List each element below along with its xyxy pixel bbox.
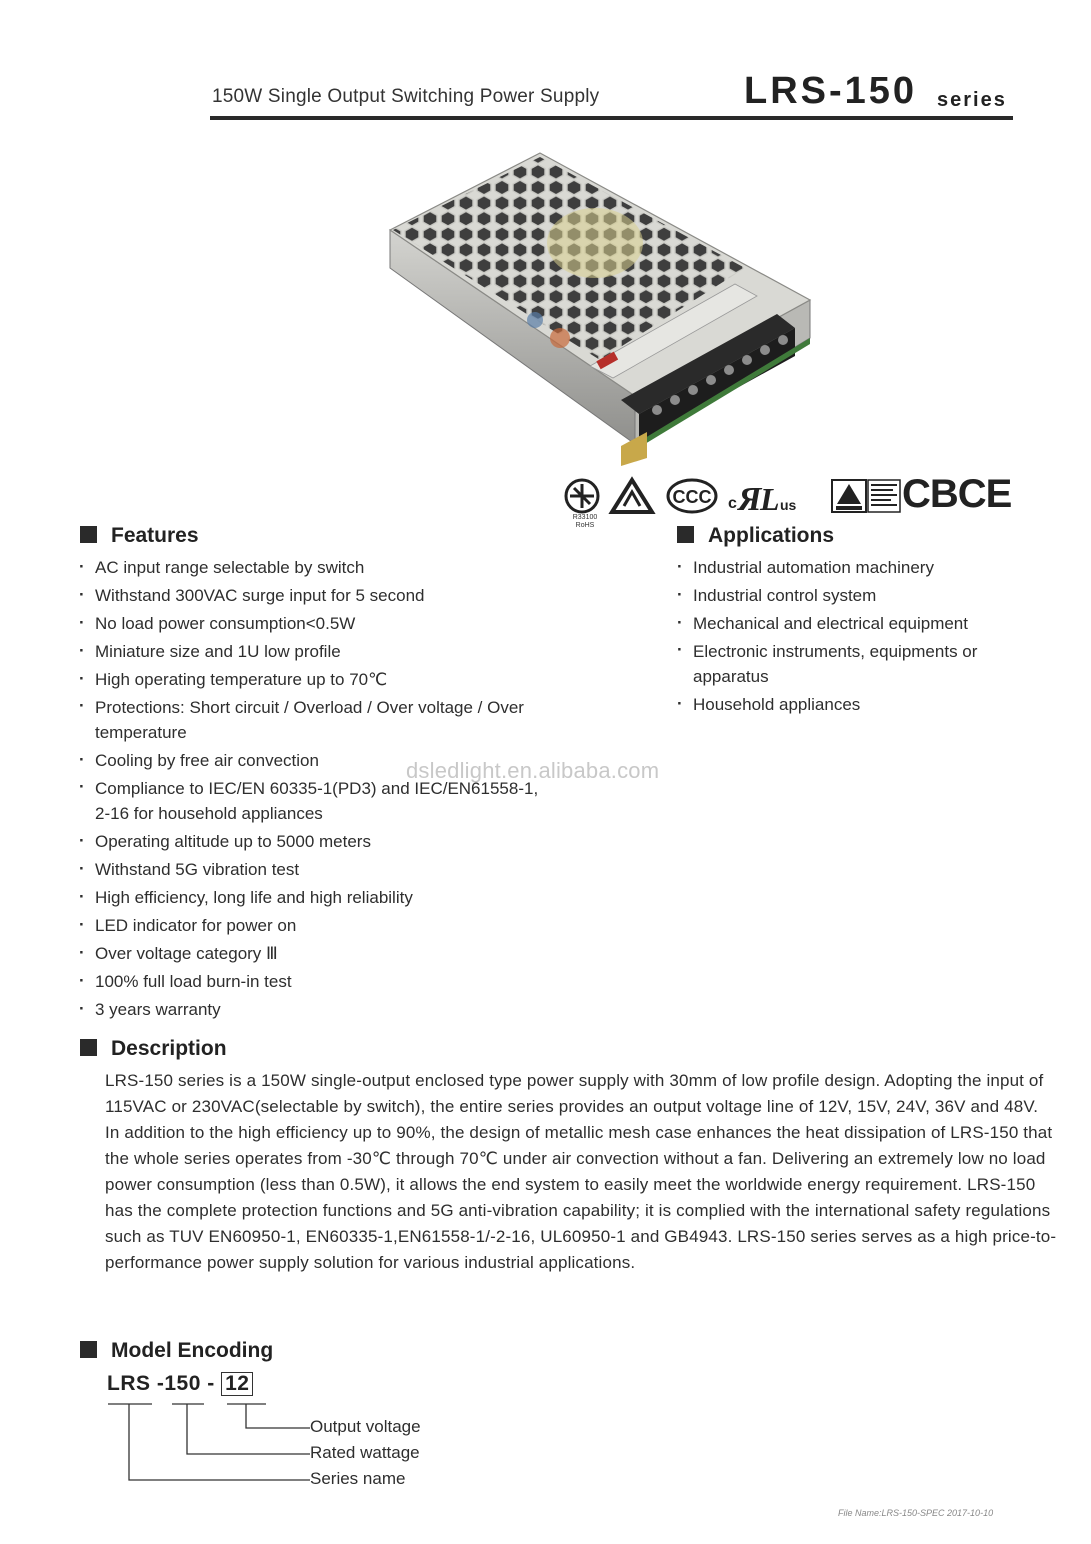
code-separator: -	[207, 1372, 215, 1395]
ccc-icon	[668, 480, 716, 512]
model-encoding-lines	[100, 1398, 310, 1488]
features-list	[79, 554, 539, 1024]
section-bullet-square	[80, 526, 97, 543]
svg-text:L: L	[760, 481, 780, 517]
document-subtitle: 150W Single Output Switching Power Supply	[212, 86, 600, 107]
svg-text:Я: Я	[738, 481, 762, 518]
section-bullet-square	[677, 526, 694, 543]
feature-item: · Compliance to IEC/EN 60335-1(PD3) and IEC/EN61558-1, 2-16 for household appliances	[79, 775, 539, 828]
svg-text:CCC: CCC	[672, 487, 712, 507]
description-paragraph: In addition to the high efficiency up to 90%, the design of metallic mesh case enhances the heat dissipation of LRS-150 that the whole series operates from -30℃ through 70℃ under air convection without a fan. Delivering an extremely low no load power consumption (less than 0.5W), it allows the end system to easily meet the worldwide energy requirement. LRS-150 has the complete protection functions and 5G anti-vibration capability; it is complied with the international safety regulations such as TUV EN60950-1, EN60335-1,EN61558-1/-2-16, UL60950-1 and GB4943. LRS-150 series serves as a high price-to-performance power supply solution for various industrial applications.	[105, 1123, 1057, 1272]
application-item: · Industrial automation machinery	[677, 554, 1027, 582]
ul-recognized-icon	[728, 481, 797, 518]
eac-label-icon	[868, 480, 900, 512]
feature-item: · Withstand 300VAC surge input for 5 second	[79, 582, 539, 610]
header-rule	[210, 116, 1013, 120]
application-item: · Industrial control system	[677, 582, 1027, 610]
applications-heading	[677, 524, 834, 548]
code-separator: -	[156, 1372, 165, 1395]
feature-item: · Withstand 5G vibration test	[79, 856, 539, 884]
code-series: LRS	[107, 1372, 151, 1395]
feature-item: · Protections: Short circuit / Overload / Over voltage / Over temperature	[79, 694, 539, 747]
application-item: · Mechanical and electrical equipment	[677, 610, 1027, 638]
svg-text:c: c	[728, 495, 737, 512]
section-bullet-square	[80, 1039, 97, 1056]
feature-item: · High operating temperature up to 70℃	[79, 666, 539, 694]
features-heading	[80, 524, 199, 548]
rohs-label: RoHS	[575, 522, 595, 529]
tuv-icon	[832, 480, 866, 512]
cb-ce-icon: CBCE	[902, 472, 1012, 516]
model-code	[107, 1372, 253, 1396]
description-body	[105, 1068, 1065, 1276]
file-name-footer: File Name:LRS-150-SPEC 2017-10-10	[838, 1508, 994, 1518]
document-title: LRS-150	[744, 70, 918, 112]
code-voltage-box: 12	[221, 1372, 253, 1396]
rohs-note	[567, 514, 603, 530]
encoding-label-output-voltage: Output voltage	[310, 1417, 421, 1436]
feature-item: · Cooling by free air convection	[79, 747, 539, 775]
feature-item: · High efficiency, long life and high reliability	[79, 884, 539, 912]
section-bullet-square	[80, 1341, 97, 1358]
features-title: Features	[111, 524, 199, 547]
watermark-text: dsledlight.en.alibaba.com	[406, 758, 660, 783]
rcm-icon	[612, 480, 652, 512]
feature-item: · Miniature size and 1U low profile	[79, 638, 539, 666]
cert-code: R33100	[572, 514, 598, 521]
application-item: · Electronic instruments, equipments or apparatus	[677, 638, 1027, 691]
application-item: · Household appliances	[677, 691, 1027, 719]
bsmi-icon	[566, 480, 598, 512]
feature-item: · 100% full load burn-in test	[79, 968, 539, 996]
feature-item: · Over voltage category Ⅲ	[79, 940, 539, 968]
applications-list	[677, 554, 1027, 719]
description-heading	[80, 1037, 227, 1061]
applications-title: Applications	[708, 524, 835, 547]
feature-item: · AC input range selectable by switch	[79, 554, 539, 582]
encoding-label-rated-wattage: Rated wattage	[310, 1443, 420, 1462]
product-photo	[385, 148, 815, 468]
svg-text:us: us	[780, 497, 797, 513]
model-encoding-heading	[80, 1339, 273, 1363]
code-wattage: 150	[164, 1372, 201, 1395]
feature-item: · LED indicator for power on	[79, 912, 539, 940]
feature-item: · 3 years warranty	[79, 996, 539, 1024]
encoding-label-series-name: Series name	[310, 1469, 406, 1488]
description-paragraph: LRS-150 series is a 150W single-output enclosed type power supply with 30mm of low profile design. Adopting the input of 115VAC or 230VAC(selectable by switch), the entire series provides an output voltage line of 12V, 15V, 24V, 36V and 48V.	[105, 1071, 1044, 1116]
description-title: Description	[111, 1037, 227, 1060]
document-series-label: series	[937, 89, 1007, 111]
feature-item: · Operating altitude up to 5000 meters	[79, 828, 539, 856]
model-encoding-title: Model Encoding	[111, 1339, 274, 1362]
feature-item: · No load power consumption<0.5W	[79, 610, 539, 638]
